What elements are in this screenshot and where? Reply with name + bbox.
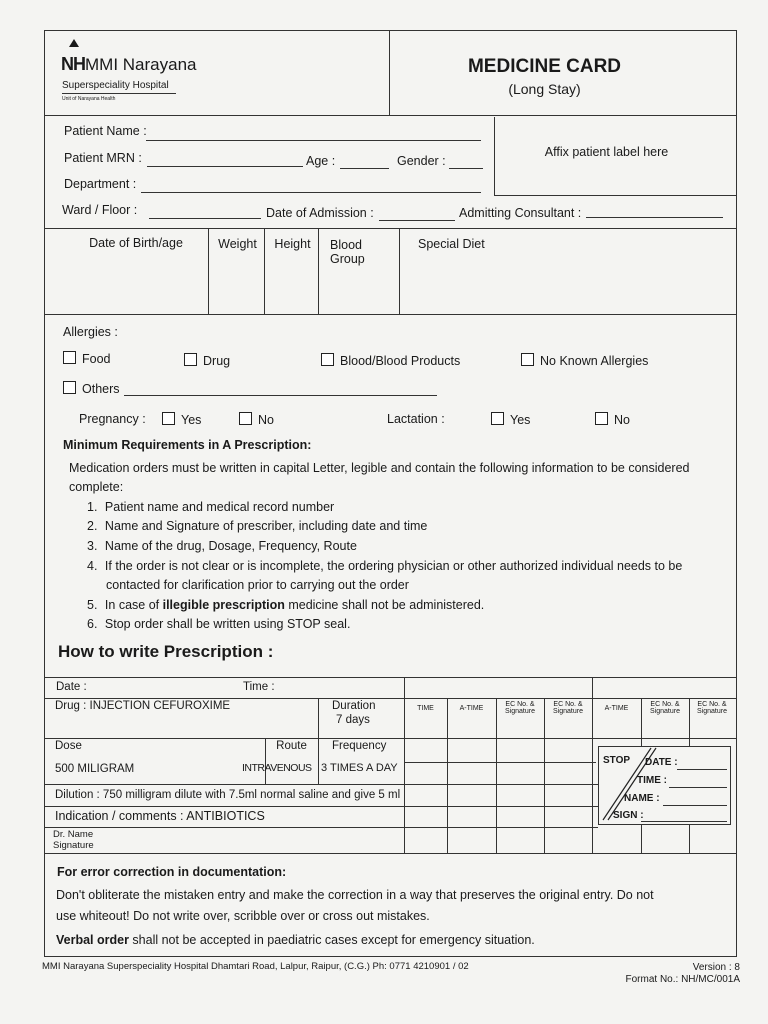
rx-divider-main [404,677,405,853]
department-field[interactable] [141,192,481,193]
rx-time-label: Time : [243,681,275,693]
drug-checkbox[interactable] [184,353,197,366]
lactation-no[interactable] [595,412,630,427]
weight-header: Weight [218,237,257,251]
pregnancy-yes-label: Yes [181,413,202,427]
rx-line-3 [44,738,736,739]
logo-mark: NH [61,54,85,74]
department-label: Department : [64,177,137,191]
others-checkbox[interactable] [63,381,76,394]
pregnancy-no[interactable] [239,412,274,427]
rx-indication: Indication / comments : ANTIBIOTICS [55,809,265,823]
col-ec2: EC No. & Signature [553,701,583,715]
lactation-no-label: No [614,413,630,427]
footer-format: Format No.: NH/MC/001A [625,974,740,985]
patient-name-label: Patient Name : [64,124,147,138]
others-field[interactable] [124,395,437,396]
allergy-drug[interactable] [184,353,230,368]
stop-name-field[interactable] [663,805,727,806]
req-item-1: 1. Patient name and medical record number [87,500,335,514]
others-label: Others [82,382,120,396]
rx-col-ec1 [496,698,497,853]
blood-header-2: Group [330,252,365,266]
rx-col-ec2 [544,698,545,853]
rx-line-2 [44,698,736,699]
ward-label: Ward / Floor : [62,203,138,217]
rx-dilution: Dilution : 750 milligram dilute with 7.5ml normal saline and give 5 ml [55,789,401,801]
vitals-bottom-line [44,314,736,315]
brand-unit: Unit of Narayana Health [62,96,116,102]
card-subtitle: (Long Stay) [508,81,581,97]
col-atime: A-TIME [459,705,484,712]
rx-dose-label: Dose [55,740,82,752]
age-label: Age : [306,154,336,168]
admission-field[interactable] [379,220,455,221]
req-item-4: 4. If the order is not clear or is incomplete, the ordering physician or other authorized individual needs to be [87,559,683,573]
consultant-field[interactable] [586,217,723,218]
req-item-2: 2. Name and Signature of prescriber, including date and time [87,519,428,533]
col-atime-2: A-TIME [604,705,629,712]
gender-label: Gender : [397,154,446,168]
food-checkbox[interactable] [63,351,76,364]
lactation-label: Lactation : [387,412,445,426]
requirements-intro-2: complete: [69,480,124,494]
brand-name: MMI Narayana [85,55,197,74]
col-ec4: EC No. & Signature [697,701,727,715]
howto-heading: How to write Prescription : [58,642,274,661]
rx-dose-value: 500 MILIGRAM [55,763,135,775]
pregnancy-yes[interactable] [162,412,201,427]
col-ec3: EC No. & Signature [650,701,680,715]
rx-top-line [44,677,736,678]
patient-label-text: Affix patient label here [544,145,669,159]
blood-header-1: Blood [330,238,362,252]
requirements-intro-1: Medication orders must be written in capital Letter, legible and contain the following information to be considered [69,461,690,475]
diet-header: Special Diet [418,237,485,251]
stop-date: DATE : [645,757,678,768]
food-label: Food [82,352,111,366]
errors-verbal: Verbal order shall not be accepted in paediatric cases except for emergency situation. [56,933,535,947]
col-time: TIME [417,705,434,712]
stop-name: NAME : [624,793,660,804]
height-header: Height [274,237,311,251]
rx-line-6 [44,806,598,807]
age-field[interactable] [340,168,389,169]
rx-divider-freq [318,738,319,784]
brand-sub-line [62,93,176,94]
rx-divider-duration [318,698,319,738]
flame-icon [69,39,79,47]
gender-field[interactable] [449,168,483,169]
stop-date-field[interactable] [677,769,727,770]
footer-address: MMI Narayana Superspeciality Hospital Dhamtari Road, Lalpur, Raipur, (C.G.) Ph: 0771 4210901 / 02 [42,961,469,972]
rx-line-7 [44,827,598,828]
rx-frequency-value: 3 TIMES A DAY [321,762,398,774]
rx-duration-label: Duration [332,700,376,712]
stop-sign-field[interactable] [641,821,727,822]
admission-label: Date of Admission : [266,206,374,220]
lactation-yes[interactable] [491,412,530,427]
rx-frequency-label: Frequency [332,740,387,752]
allergy-blood[interactable] [321,353,460,368]
rx-col-right [592,677,593,853]
errors-line-1: Don't obliterate the mistaken entry and make the correction in a way that preserves the original entry. Do not [56,888,654,902]
rx-drug: Drug : INJECTION CEFUROXIME [55,700,231,712]
rx-route-label: Route [276,740,307,752]
stop-seal[interactable] [598,746,731,825]
header-bottom-line [44,115,736,116]
patient-name-field[interactable] [146,140,481,141]
pregnancy-no-label: No [258,413,274,427]
allergy-others[interactable] [63,381,120,396]
req-item-3: 3. Name of the drug, Dosage, Frequency, Route [87,539,357,553]
brand-sub: Superspeciality Hospital [62,80,169,91]
errors-heading: For error correction in documentation: [57,865,287,879]
lactation-yes-label: Yes [510,413,531,427]
pregnancy-no-checkbox[interactable] [239,412,252,425]
vitals-top-line [44,228,736,229]
drug-label: Drug [203,354,231,368]
footer-version: Version : 8 [692,962,740,973]
rx-bottom-line [44,853,736,854]
consultant-label: Admitting Consultant : [459,206,582,220]
vitals-col-4 [399,228,400,314]
errors-line-2: use whiteout! Do not write over, scribble over or cross out mistakes. [56,909,430,923]
pregnancy-yes-checkbox[interactable] [162,412,175,425]
rx-dr-signature: Signature [53,840,94,851]
allergies-label: Allergies : [63,325,118,339]
blood-label: Blood/Blood Products [340,354,461,368]
stop-time-field[interactable] [669,787,727,788]
req-item-4-cont: contacted for clarification prior to carrying out the order [106,578,409,592]
stop-sign: SIGN : [613,810,644,821]
rx-duration-value: 7 days [336,714,370,726]
card-title: MEDICINE CARD [467,56,622,77]
allergy-none[interactable] [521,353,648,368]
pregnancy-label: Pregnancy : [79,412,146,426]
ward-field[interactable] [149,218,261,219]
patient-mrn-field[interactable] [147,166,303,167]
blood-checkbox[interactable] [321,353,334,366]
lactation-yes-checkbox[interactable] [491,412,504,425]
requirements-heading: Minimum Requirements in A Prescription: [63,438,312,452]
col-ec1: EC No. & Signature [505,701,535,715]
stop-time: TIME : [637,775,667,786]
dob-header: Date of Birth/age [89,236,183,250]
lactation-no-checkbox[interactable] [595,412,608,425]
no-allergies-checkbox[interactable] [521,353,534,366]
no-allergies-label: No Known Allergies [540,354,649,368]
rx-line-4 [404,762,596,763]
rx-line-5 [44,784,598,785]
rx-col-atime [447,698,448,853]
patient-mrn-label: Patient MRN : [64,151,142,165]
rx-route-value: INTRAVENOUS [242,762,312,774]
req-item-5: 5. In case of illegible prescription medicine shall not be administered. [87,598,485,612]
allergy-food[interactable] [63,351,111,366]
rx-date-label: Date : [56,681,87,693]
rx-dr-name: Dr. Name [53,829,94,840]
stop-label: STOP [603,755,631,766]
req-item-6: 6. Stop order shall be written using STOP seal. [87,617,351,631]
